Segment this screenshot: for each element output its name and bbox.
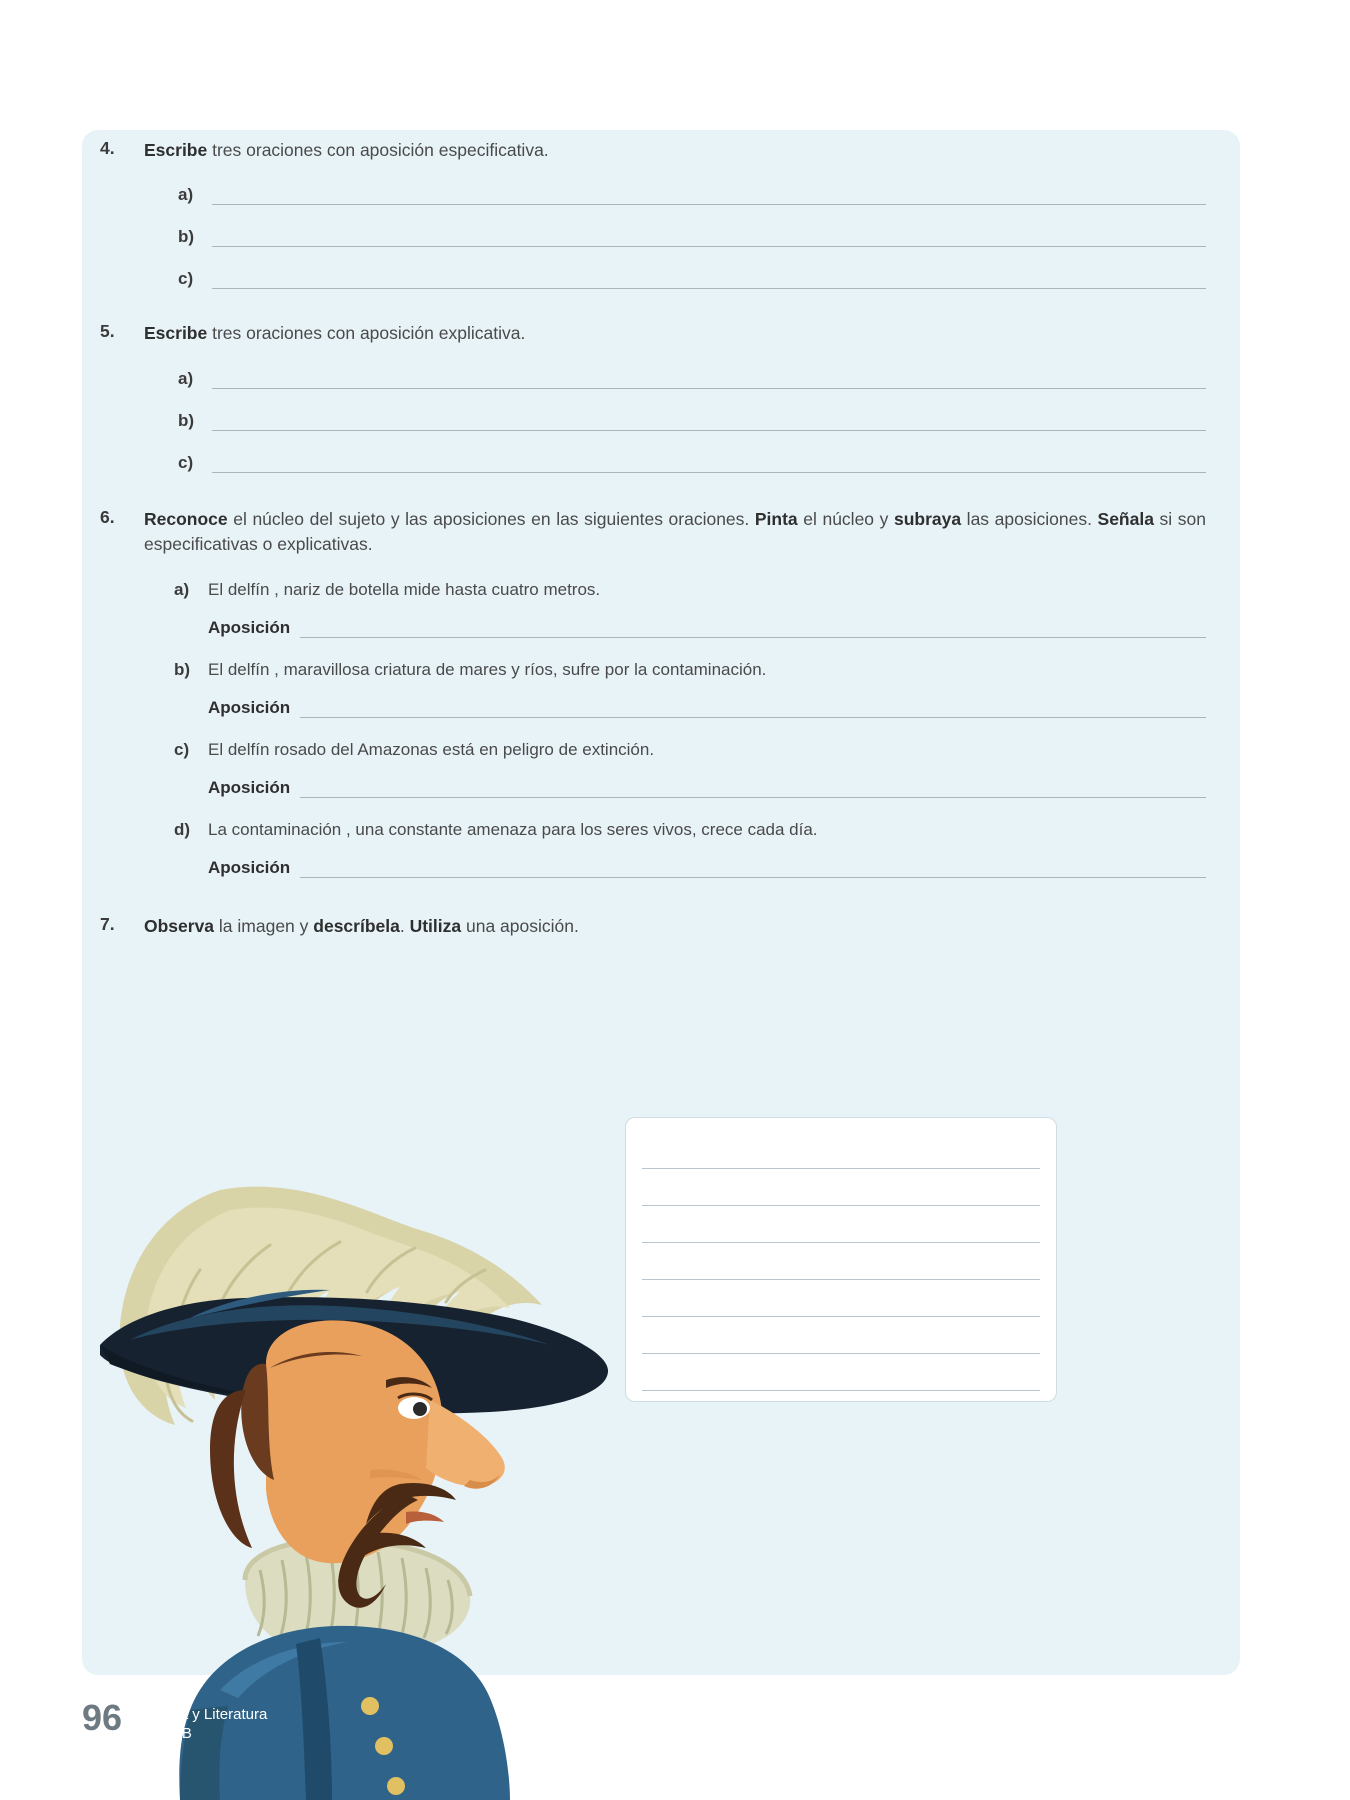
ex6-bold-senala: Señala (1097, 508, 1154, 529)
exercise-7-statement (144, 914, 1206, 939)
ex6-bold-pinta: Pinta (754, 508, 798, 529)
exercise-5-answer-c[interactable] (144, 453, 1206, 473)
footer-subject (138, 1700, 267, 1744)
write-line[interactable] (642, 1280, 1040, 1317)
write-line[interactable] (642, 1243, 1040, 1280)
answer-rule[interactable] (212, 458, 1206, 473)
ex7-bold-describela: descríbela (313, 915, 400, 936)
exercise-4-answer-b[interactable] (144, 227, 1206, 247)
ex6-bold-subraya: subraya (893, 508, 962, 529)
exercise-6-aposicion-a[interactable] (144, 618, 1206, 638)
write-line[interactable] (642, 1206, 1040, 1243)
exercise-6-number: 6. (100, 506, 115, 527)
answer-rule[interactable] (212, 416, 1206, 431)
aposicion-label: Aposición (208, 617, 291, 637)
write-line[interactable] (642, 1354, 1040, 1391)
exercise-4-number: 4. (100, 138, 115, 158)
answer-rule[interactable] (212, 274, 1206, 289)
exercise-6-statement (144, 507, 1206, 558)
aposicion-label: Aposición (208, 777, 291, 797)
exercise-4-rest: tres oraciones con aposición especificativa. (207, 140, 549, 160)
aposicion-rule[interactable] (300, 623, 1206, 638)
answer-label-c: c) (178, 452, 194, 472)
item-label-c: c) (174, 739, 190, 759)
item-label-d: d) (174, 819, 191, 839)
exercise-5-answer-b[interactable] (144, 411, 1206, 431)
exercise-7-number: 7. (100, 913, 115, 934)
exercise-5-rest: tres oraciones con aposición explicativa. (207, 323, 526, 344)
answer-rule[interactable] (212, 232, 1206, 247)
ex7-text-2: . (399, 915, 410, 936)
item-label-a: a) (174, 579, 190, 599)
exercise-6-aposicion-b[interactable] (144, 698, 1206, 718)
ex6-text-2: el núcleo y (797, 508, 894, 529)
footer-line-1: Lengua y Literatura (138, 1706, 268, 1723)
answer-label-b: b) (178, 227, 195, 247)
aposicion-label: Aposición (208, 857, 291, 877)
ex7-text-1: la imagen y (214, 915, 314, 936)
ex6-text-3: las aposiciones. (961, 508, 1098, 529)
aposicion-rule[interactable] (300, 783, 1206, 798)
answer-rule[interactable] (212, 374, 1206, 389)
answer-label-b: b) (178, 410, 195, 430)
write-line[interactable] (642, 1317, 1040, 1354)
exercise-4-answer-a[interactable] (144, 185, 1206, 205)
item-text-a: El delfín , nariz de botella mide hasta cuatro metros. (208, 579, 601, 599)
ex7-bold-observa: Observa (144, 915, 215, 936)
exercise-7 (96, 914, 1206, 939)
answer-label-a: a) (178, 368, 194, 388)
exercise-6-item-d (144, 820, 1206, 840)
answer-label-c: c) (178, 269, 194, 289)
footer-line-2: 6.º EGB (138, 1724, 192, 1742)
aposicion-rule[interactable] (300, 863, 1206, 878)
exercise-list (82, 130, 1240, 939)
exercise-5-verb: Escribe (144, 323, 208, 344)
page-number: 96 (82, 1697, 123, 1738)
exercise-6-item-a (144, 580, 1206, 600)
answer-label-a: a) (178, 185, 194, 205)
exercise-5 (96, 321, 1206, 472)
ex6-text-1: el núcleo del sujeto y las aposiciones en las siguientes oraciones. (227, 508, 755, 529)
exercise-5-answer-a[interactable] (144, 369, 1206, 389)
exercise-5-number: 5. (100, 321, 115, 342)
ex7-bold-utiliza: Utiliza (409, 915, 462, 936)
page-footer (82, 1697, 268, 1744)
exercise-4-verb: Escribe (144, 140, 208, 160)
exercise-6-aposicion-c[interactable] (144, 778, 1206, 798)
aposicion-label: Aposición (208, 697, 291, 717)
item-text-d: La contaminación , una constante amenaza para los seres vivos, crece cada día. (208, 819, 818, 839)
item-text-c: El delfín rosado del Amazonas está en peligro de extinción. (208, 739, 655, 759)
exercise-6-item-b (144, 660, 1206, 680)
write-line[interactable] (642, 1169, 1040, 1206)
aposicion-rule[interactable] (300, 703, 1206, 718)
description-writing-box[interactable] (625, 1117, 1057, 1402)
exercise-4-statement (144, 138, 1206, 163)
exercise-6 (96, 507, 1206, 878)
ex6-text-4: si son especificativas o explicativas. (144, 508, 1206, 555)
answer-rule[interactable] (212, 190, 1206, 205)
exercise-6-item-c (144, 740, 1206, 760)
exercise-4-answer-c[interactable] (144, 269, 1206, 289)
exercise-6-aposicion-d[interactable] (144, 858, 1206, 878)
item-text-b: El delfín , maravillosa criatura de mares y ríos, sufre por la contaminación. (208, 659, 767, 679)
exercise-5-statement (144, 321, 1206, 346)
ex6-bold-reconoce: Reconoce (144, 508, 228, 529)
item-label-b: b) (174, 659, 191, 679)
exercise-4 (96, 138, 1206, 289)
write-line[interactable] (642, 1132, 1040, 1169)
ex7-text-3: una aposición. (461, 915, 579, 936)
